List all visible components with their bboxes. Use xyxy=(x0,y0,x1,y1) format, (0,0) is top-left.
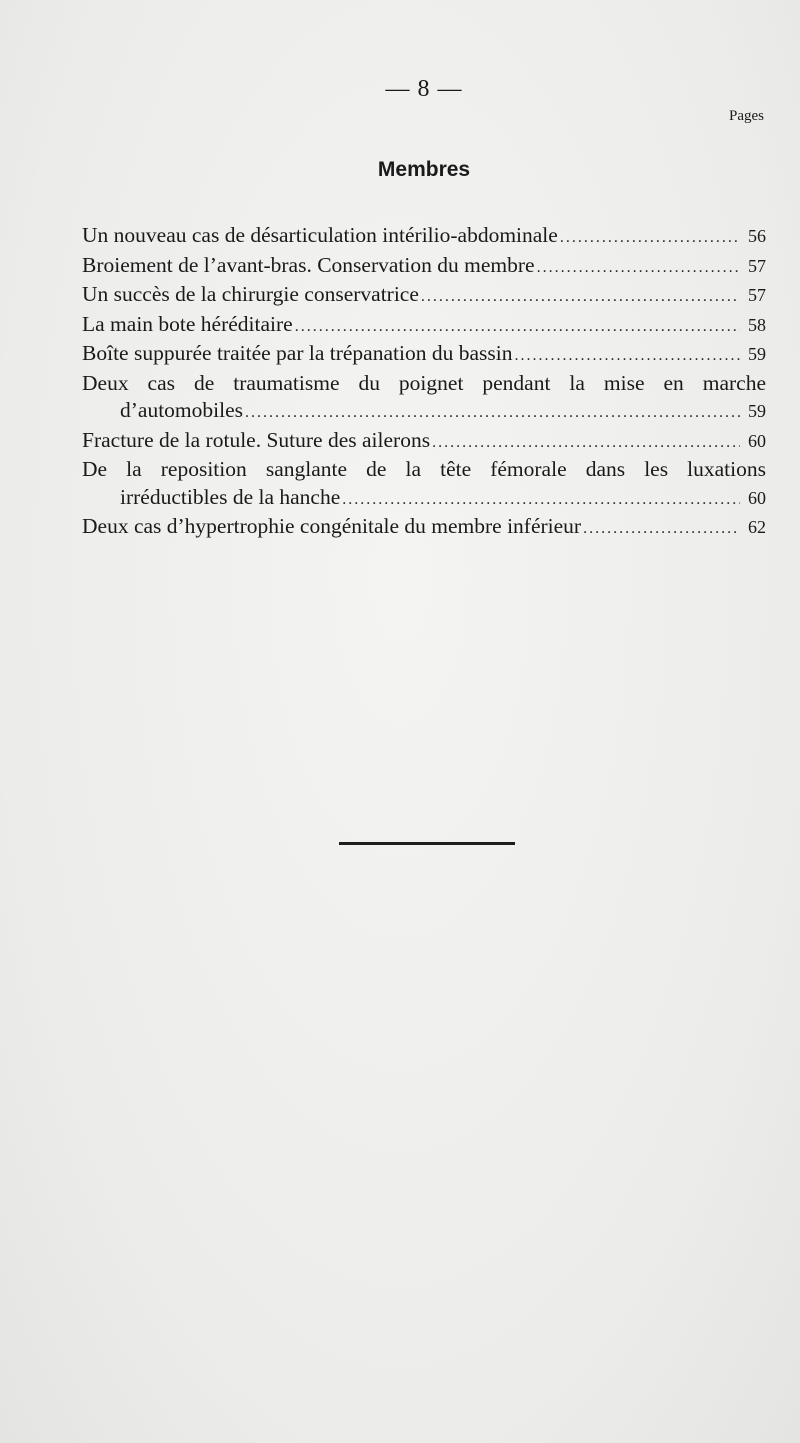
toc-entry xyxy=(82,456,766,513)
dot-leader xyxy=(514,342,740,370)
toc-entry-title-continuation: d’automobiles xyxy=(120,398,244,422)
dot-leader xyxy=(583,515,740,543)
table-of-contents xyxy=(82,222,766,543)
toc-entry-title: Deux cas d’hypertrophie congénitale du membre inférieur xyxy=(82,514,582,538)
toc-entry-title: Boîte suppurée traitée par la trépanation du bassin xyxy=(82,341,513,365)
toc-entry-title: Un nouveau cas de désarticulation intérilio-abdominale xyxy=(82,223,558,247)
dot-leader xyxy=(295,313,740,341)
toc-entry-title: Broiement de l’avant-bras. Conservation du membre xyxy=(82,252,535,277)
horizontal-rule xyxy=(339,842,515,845)
dot-leader xyxy=(560,224,740,252)
toc-entry-page: 60 xyxy=(748,487,766,508)
toc-entry xyxy=(82,281,766,311)
toc-entry-page: 60 xyxy=(748,430,766,451)
dot-leader xyxy=(432,429,740,457)
toc-entry xyxy=(82,222,766,252)
page-number: — 8 — xyxy=(385,76,463,102)
toc-entry-title: Un succès de la chirurgie conservatrice xyxy=(82,282,419,306)
toc-entry-title: Deux cas de traumatisme du poignet pendant la mise en marche xyxy=(82,370,766,395)
toc-entry xyxy=(82,252,766,282)
toc-entry-page: 58 xyxy=(748,314,766,335)
toc-entry-page: 56 xyxy=(748,226,766,246)
toc-entry xyxy=(82,370,766,427)
pages-column-label: Pages xyxy=(729,108,764,124)
dot-leader xyxy=(342,486,740,514)
toc-entry-page: 59 xyxy=(748,401,766,421)
dot-leader xyxy=(421,283,740,311)
toc-entry-page: 59 xyxy=(748,344,766,364)
toc-entry xyxy=(82,513,766,543)
toc-entry-page: 57 xyxy=(748,285,766,305)
dot-leader xyxy=(245,399,740,427)
toc-entry-title: Fracture de la rotule. Suture des ailerons xyxy=(82,427,431,452)
toc-entry xyxy=(82,340,766,370)
toc-entry-page: 62 xyxy=(748,517,766,537)
toc-entry-title-continuation: irréductibles de la hanche xyxy=(120,484,341,509)
toc-entry-page: 57 xyxy=(748,255,766,276)
dot-leader xyxy=(537,254,740,282)
toc-entry xyxy=(82,427,766,457)
section-title: Membres xyxy=(377,158,471,181)
toc-entry-title: De la reposition sanglante de la tête fémorale dans les luxations xyxy=(82,457,766,481)
toc-entry-title: La main bote héréditaire xyxy=(82,311,293,336)
toc-entry xyxy=(82,311,766,341)
